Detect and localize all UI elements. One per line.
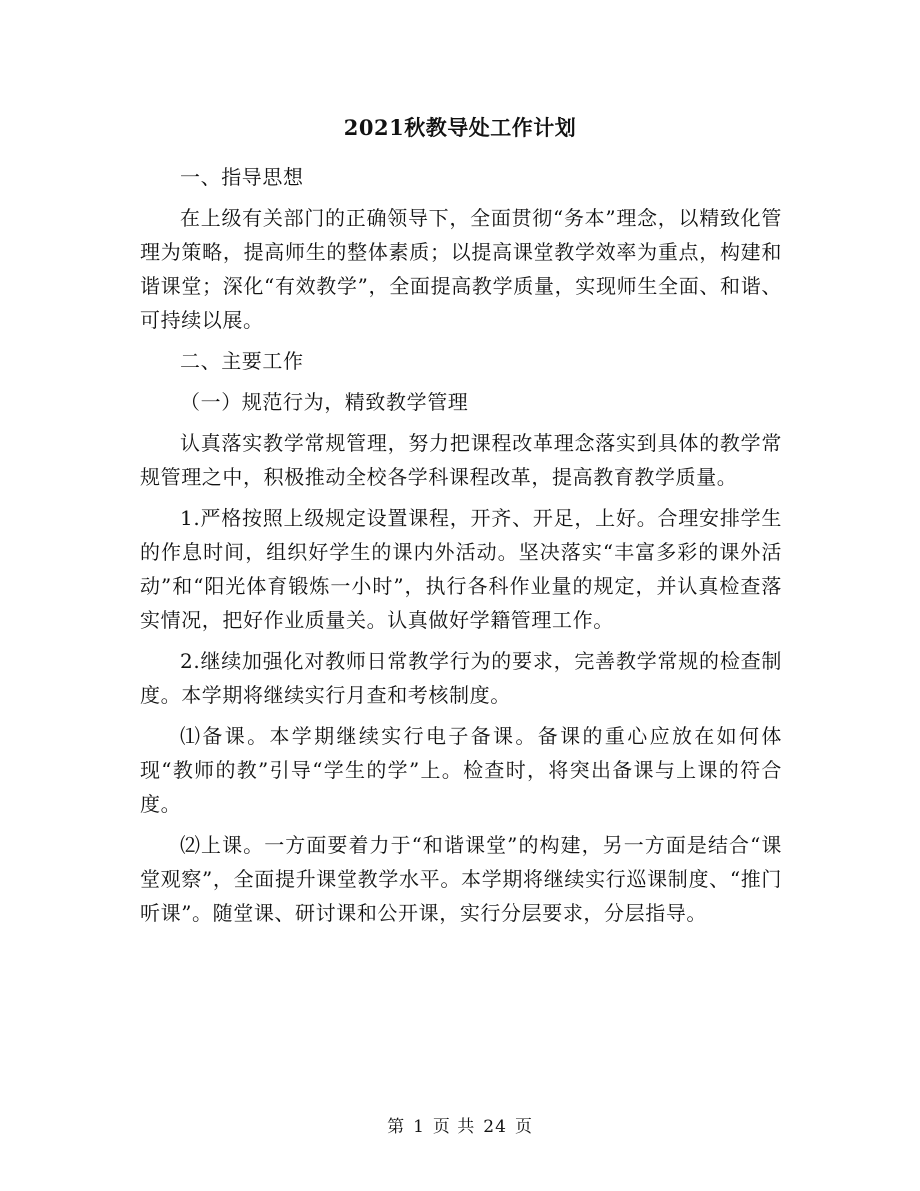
paragraph-classes: ⑵上课。一方面要着力于“和谐课堂”的构建，另一方面是结合“课堂观察”，全面提升课堂教学水平。本学期将继续实行巡课制度、“推门听课”。随堂课、研讨课和公开课，实行分层要求，分层指导。 [140,833,782,925]
footer-suffix: 页 [514,1117,533,1137]
page-title: 2021秋教导处工作计划 [343,115,577,140]
subsection-heading-standardize: （一）规范行为，精致教学管理 [180,390,469,414]
paragraph-routine-management: 认真落实教学常规管理，努力把课程改革理念落实到具体的教学常规管理之中，积极推动全校各学科课程改革，提高教育教学质量。 [140,431,782,489]
footer-prefix: 第 [387,1117,406,1137]
footer-middle: 页 共 [432,1117,476,1137]
footer-total-pages: 24 [483,1117,507,1137]
paragraph-item-2: 2.继续加强化对教师日常教学行为的要求，完善教学常规的检查制度。本学期将继续实行月查和考核制度。 [140,649,782,707]
section-heading-guiding-ideology: 一、指导思想 [180,165,304,189]
page-footer [0,1112,920,1137]
section-heading-main-work: 二、主要工作 [180,349,304,373]
paragraph-guiding-ideology: 在上级有关部门的正确领导下，全面贯彻“务本”理念，以精致化管理为策略，提高师生的整体素质；以提高课堂教学效率为重点，构建和谐课堂；深化“有效教学”，全面提高教学质量，实现师生全面、和谐、可持续以展。 [140,206,782,332]
paragraph-lesson-prep: ⑴备课。本学期继续实行电子备课。备课的重心应放在如何体现“教师的教”引导“学生的学”上。检查时，将突出备课与上课的符合度。 [140,724,782,816]
footer-page-number: 1 [413,1117,425,1137]
paragraph-item-1: 1.严格按照上级规定设置课程，开齐、开足，上好。合理安排学生的作息时间，组织好学生的课内外活动。坚决落实“丰富多彩的课外活动”和“阳光体育锻炼一小时”，执行各科作业量的规定，并认真检查落实情况，把好作业质量关。认真做好学籍管理工作。 [140,506,782,632]
document-body [140,160,782,937]
